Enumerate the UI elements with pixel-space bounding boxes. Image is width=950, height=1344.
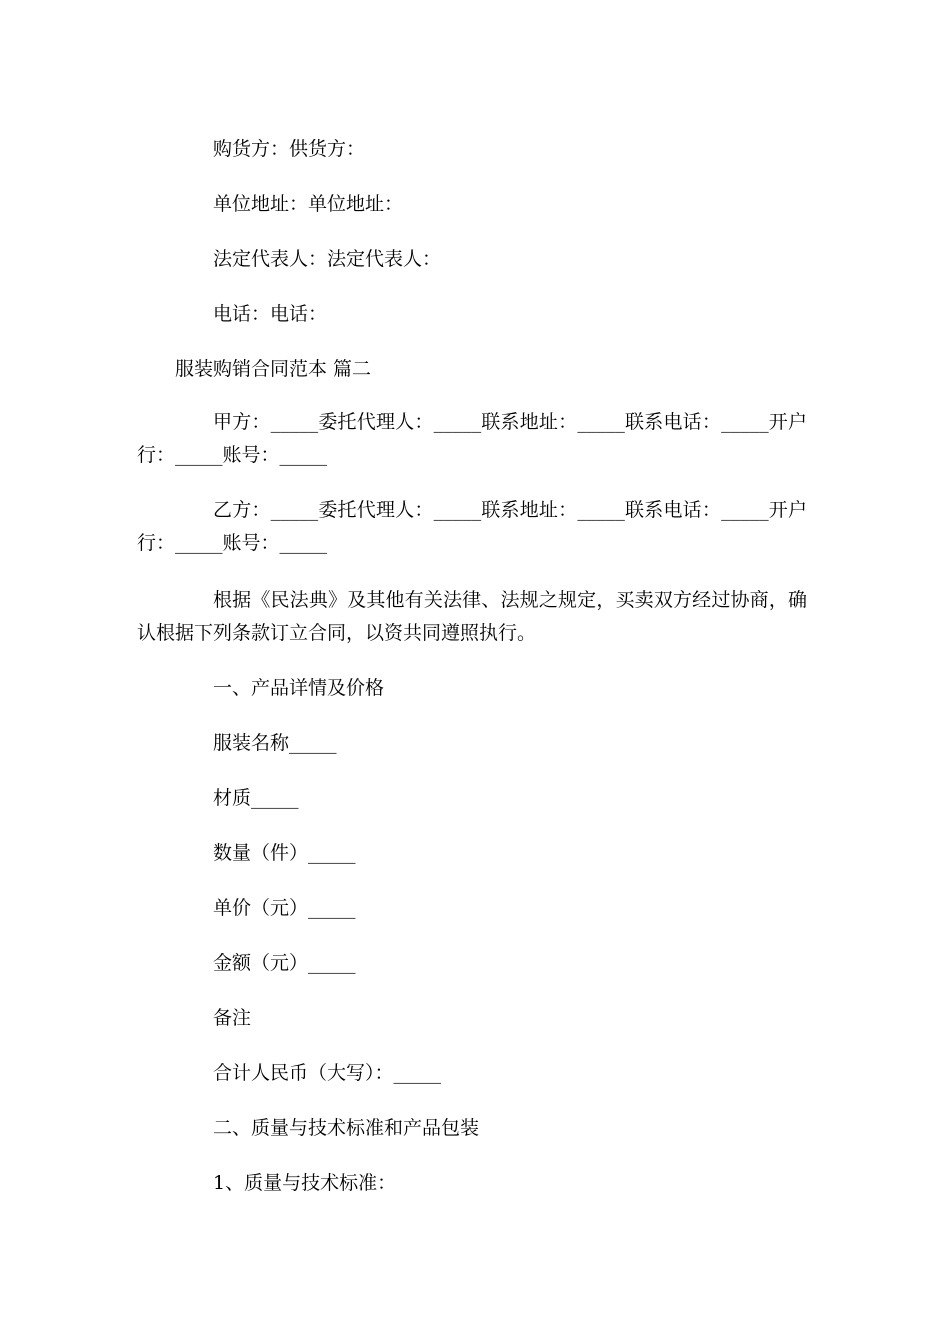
- section-1-heading: 一、产品详情及价格: [213, 677, 385, 699]
- item-quantity: 数量（件）_____: [213, 842, 356, 864]
- item-total-rmb: 合计人民币（大写）：_____: [213, 1062, 442, 1084]
- item-remarks: 备注: [213, 1007, 252, 1029]
- section-2-heading: 二、质量与技术标准和产品包装: [213, 1117, 480, 1139]
- party-b-paragraph: 乙方：_____委托代理人：_____联系地址：_____联系电话：_____开户行：_____账号：_____: [137, 499, 807, 554]
- party-a-paragraph: 甲方：_____委托代理人：_____联系地址：_____联系电话：_____开户行：_____账号：_____: [137, 411, 807, 466]
- address-line: 单位地址：单位地址：: [213, 193, 404, 215]
- item-material: 材质_____: [213, 787, 299, 809]
- item-amount: 金额（元）_____: [213, 952, 356, 974]
- phone-line: 电话：电话：: [213, 303, 328, 325]
- item-unit-price: 单价（元）_____: [213, 897, 356, 919]
- item-garment-name: 服装名称_____: [213, 732, 337, 754]
- section-title: 服装购销合同范本 篇二: [175, 358, 372, 380]
- legal-rep-line: 法定代表人：法定代表人：: [213, 248, 442, 270]
- buyer-supplier-line: 购货方：供货方：: [213, 138, 366, 160]
- basis-paragraph: 根据《民法典》及其他有关法律、法规之规定，买卖双方经过协商，确认根据下列条款订立合同，以资共同遵照执行。: [137, 589, 807, 644]
- quality-standard-line: 1、质量与技术标准：: [213, 1172, 397, 1194]
